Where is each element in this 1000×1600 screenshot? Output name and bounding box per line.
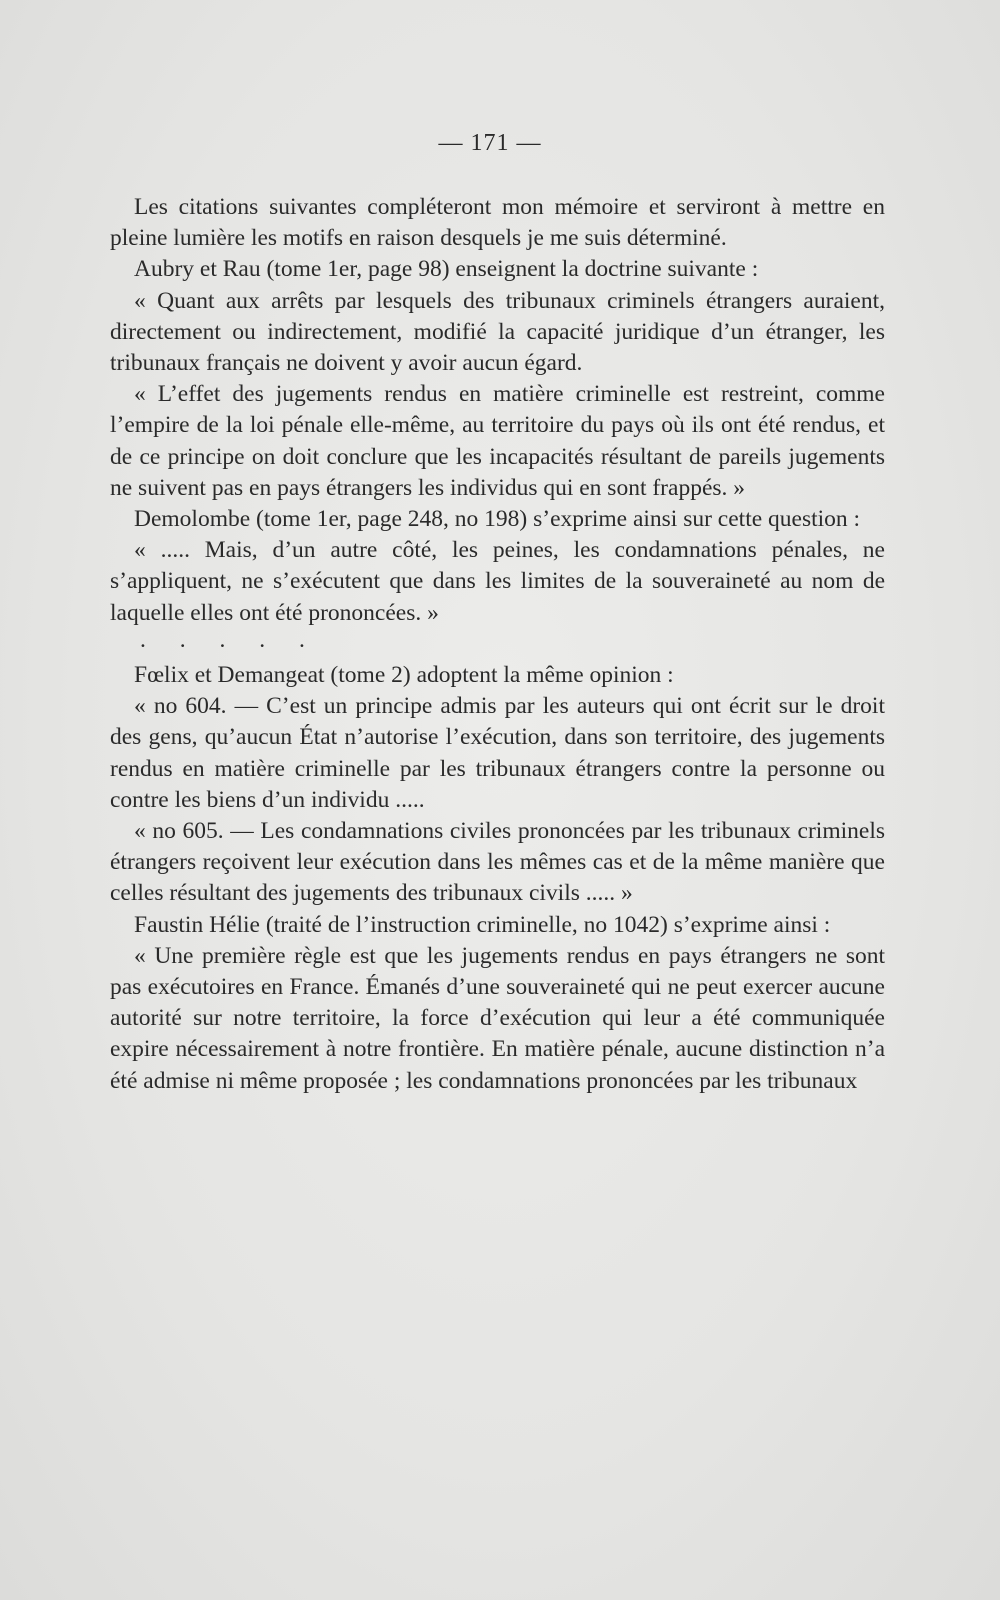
- quote-aubry-rau-2: « L’effet des jugements rendus en matière criminelle est restreint, comme l’empire de la loi pénale elle-même, au territoire du pays où ils ont été rendus, et de ce principe on doit conclure que les incapacités résultant de pareils jugements ne suivent pas en pays étrangers les individus qui en sont frappés. »: [110, 381, 885, 501]
- quote-demolombe: « ..... Mais, d’un autre côté, les peines, les condamnations pénales, ne s’appliquent, ne s’exécutent que dans les limites de la souveraineté au nom de laquelle elles ont été prononcées. »: [110, 537, 885, 626]
- paragraph-faustin-helie: Faustin Hélie (traité de l’instruction criminelle, no 1042) s’exprime ainsi :: [134, 911, 831, 938]
- body-text: [110, 192, 885, 1097]
- quote-no-605: « no 605. — Les condamnations civiles prononcées par les tribunaux criminels étrangers reçoivent leur exécution dans les mêmes cas et de la même manière que celles résultant des jugements des tribunaux civils ..... »: [110, 818, 885, 907]
- paragraph-intro: Les citations suivantes compléteront mon mémoire et serviront à mettre en pleine lumière les motifs en raison desquels je me suis déterminé.: [110, 194, 885, 252]
- quote-faustin-helie: « Une première règle est que les jugements rendus en pays étrangers ne sont pas exécutoires en France. Émanés d’une souveraineté qui ne peut exercer aucune autorité sur notre territoire, la force d’exécution qui leur a été communiquée expire nécessairement à notre frontière. En matière pénale, aucune distinction n’a été admise ni même proposée ; les condamnations prononcées par les tribunaux: [110, 942, 885, 1094]
- paragraph-demolombe: Demolombe (tome 1er, page 248, no 198) s’exprime ainsi sur cette question :: [134, 506, 861, 533]
- paragraph-aubry-rau: Aubry et Rau (tome 1er, page 98) enseignent la doctrine suivante :: [134, 256, 759, 283]
- ellipsis-row: . . . . .: [140, 626, 319, 653]
- quote-no-604: « no 604. — C’est un principe admis par les auteurs qui ont écrit sur le droit des gens, qu’aucun État n’autorise l’exécution, dans son territoire, des jugements rendus en matière criminelle par les tribunaux étrangers contre la personne ou contre les biens d’un individu .....: [110, 693, 885, 813]
- page-number: — 171 —: [438, 130, 542, 156]
- quote-aubry-rau-1: « Quant aux arrêts par lesquels des tribunaux criminels étrangers auraient, directement ou indirectement, modifié la capacité juridique d’un étranger, les tribunaux français ne doivent y avoir aucun égard.: [110, 287, 885, 377]
- paragraph-foelix-demangeat: Fœlix et Demangeat (tome 2) adoptent la même opinion :: [134, 662, 674, 689]
